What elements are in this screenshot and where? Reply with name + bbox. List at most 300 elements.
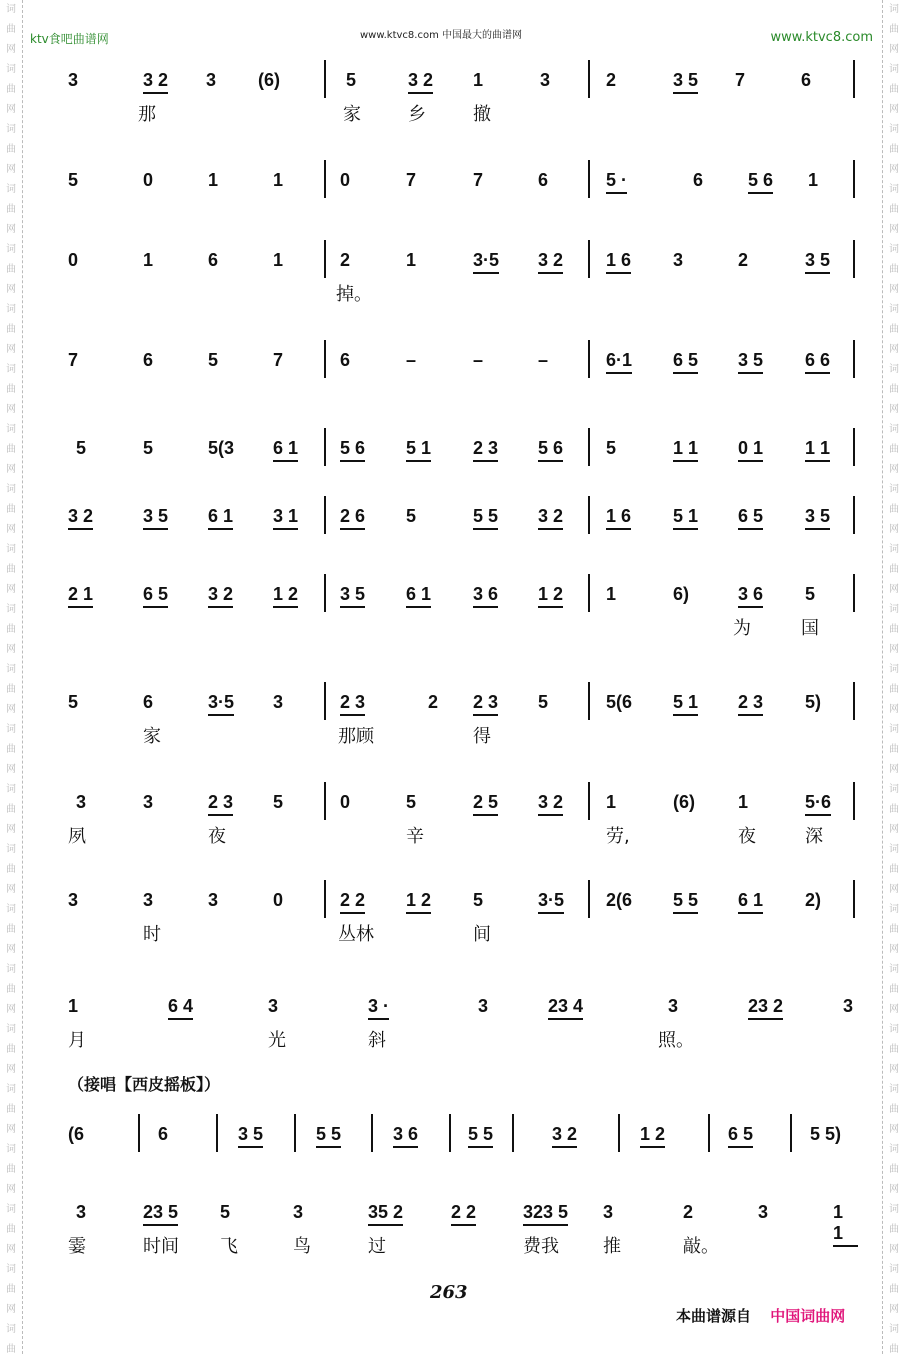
note: 5 1 xyxy=(406,438,431,462)
watermark-glyph: 网 xyxy=(889,1244,899,1255)
barline xyxy=(853,340,855,378)
watermark-glyph: 曲 xyxy=(6,864,16,875)
lyric-row xyxy=(68,1232,858,1258)
lyric: 斜 xyxy=(368,1030,386,1051)
note: 6 5 xyxy=(143,584,168,608)
note: 7 xyxy=(406,170,417,190)
watermark-glyph: 网 xyxy=(6,344,16,355)
watermark-glyph: 词 xyxy=(889,1144,899,1155)
watermark-glyph: 网 xyxy=(6,644,16,655)
note: 1 xyxy=(473,70,484,90)
watermark-glyph: 曲 xyxy=(889,984,899,995)
barline xyxy=(853,880,855,918)
site-url-right[interactable]: www.ktvc8.com xyxy=(770,30,873,45)
note: 5) xyxy=(805,692,822,712)
note: 5(3 xyxy=(208,438,235,458)
note: 2) xyxy=(805,890,822,910)
source-brand-link[interactable]: 中国词曲网 xyxy=(770,1307,846,1325)
watermark-glyph: 词 xyxy=(6,124,16,135)
note: 1 1 xyxy=(673,438,698,462)
watermark-glyph: 网 xyxy=(889,884,899,895)
watermark-glyph: 网 xyxy=(889,1004,899,1015)
watermark-glyph: 词 xyxy=(6,604,16,615)
note: 5 xyxy=(273,792,284,812)
note: 6 xyxy=(538,170,549,190)
note: 0 xyxy=(340,792,351,812)
note: 3 xyxy=(76,792,87,812)
barline xyxy=(294,1114,296,1152)
note: 6 xyxy=(340,350,351,370)
watermark-glyph: 词 xyxy=(889,244,899,255)
note: 2 5 xyxy=(473,792,498,816)
note: 3 2 xyxy=(208,584,233,608)
note: – xyxy=(473,350,484,370)
watermark-glyph: 网 xyxy=(6,704,16,715)
watermark-glyph: 曲 xyxy=(889,1284,899,1295)
watermark-glyph: 网 xyxy=(889,524,899,535)
note: 5 5 xyxy=(468,1124,493,1148)
watermark-glyph: 曲 xyxy=(889,324,899,335)
note: 1 xyxy=(208,170,219,190)
note: (6) xyxy=(673,792,695,812)
note: 3·5 xyxy=(538,890,564,914)
watermark-glyph: 曲 xyxy=(889,1164,899,1175)
score-system-6 xyxy=(68,506,858,536)
note: 3 xyxy=(843,996,854,1016)
lyric: 得 xyxy=(473,726,491,747)
watermark-glyph: 曲 xyxy=(6,84,16,95)
watermark-glyph: 词 xyxy=(889,1264,899,1275)
lyric: 推 xyxy=(603,1236,621,1257)
barline xyxy=(324,682,326,720)
watermark-glyph: 曲 xyxy=(889,624,899,635)
watermark-glyph: 词 xyxy=(6,1264,16,1275)
watermark-glyph: 词 xyxy=(889,544,899,555)
score-system-2 xyxy=(68,170,858,200)
lyric-row xyxy=(68,1026,858,1052)
lyric: 夙 xyxy=(68,826,86,847)
barline xyxy=(588,340,590,378)
note: 2 3 xyxy=(738,692,763,716)
note: 3 xyxy=(68,70,79,90)
note: 5 xyxy=(406,792,417,812)
barline xyxy=(853,574,855,612)
lyric-row xyxy=(68,614,858,640)
barline xyxy=(588,428,590,466)
note: 5 xyxy=(76,438,87,458)
lyric: 家 xyxy=(143,726,161,747)
note: 2 6 xyxy=(340,506,365,530)
watermark-glyph: 词 xyxy=(889,784,899,795)
note: 5 xyxy=(143,438,154,458)
watermark-glyph: 词 xyxy=(889,304,899,315)
lyric: 为 xyxy=(733,618,751,639)
note: 3 xyxy=(478,996,489,1016)
note: 3 xyxy=(273,692,284,712)
lyric: 那 xyxy=(138,104,156,125)
watermark-glyph: 曲 xyxy=(6,444,16,455)
watermark-glyph: 网 xyxy=(889,44,899,55)
lyric: 费我 xyxy=(523,1236,559,1257)
watermark-glyph: 网 xyxy=(6,1244,16,1255)
note-row xyxy=(68,792,858,822)
watermark-glyph: 词 xyxy=(6,364,16,375)
watermark-glyph: 曲 xyxy=(6,924,16,935)
watermark-glyph: 网 xyxy=(889,1304,899,1315)
watermark-glyph: 词 xyxy=(889,1204,899,1215)
watermark-glyph: 词 xyxy=(889,904,899,915)
barline xyxy=(853,240,855,278)
watermark-glyph: 网 xyxy=(889,764,899,775)
watermark-glyph: 词 xyxy=(889,1084,899,1095)
note: 1 xyxy=(808,170,819,190)
barline xyxy=(588,240,590,278)
barline xyxy=(853,428,855,466)
lyric-row xyxy=(68,280,858,306)
note: 6 xyxy=(158,1124,169,1144)
lyric: 乡 xyxy=(408,104,426,125)
note: 6 1 xyxy=(406,584,431,608)
note: 1 2 xyxy=(273,584,298,608)
note: 3 2 xyxy=(552,1124,577,1148)
watermark-glyph: 网 xyxy=(6,764,16,775)
score-system-9 xyxy=(68,792,858,848)
barline xyxy=(588,682,590,720)
watermark-glyph: 曲 xyxy=(889,1044,899,1055)
barline xyxy=(324,496,326,534)
watermark-glyph: 曲 xyxy=(6,204,16,215)
note-row xyxy=(68,250,858,280)
score-system-3 xyxy=(68,250,858,306)
note: 6 xyxy=(143,692,154,712)
note: 5·6 xyxy=(805,792,831,816)
note: 323 5 xyxy=(523,1202,568,1226)
note: 23 5 xyxy=(143,1202,178,1226)
page-number: 263 xyxy=(430,1282,468,1303)
watermark-glyph: 曲 xyxy=(6,384,16,395)
score-system-1 xyxy=(68,70,858,126)
note: 2 3 xyxy=(473,692,498,716)
watermark-glyph: 词 xyxy=(6,184,16,195)
barline xyxy=(790,1114,792,1152)
note: 1 6 xyxy=(606,506,631,530)
note-row xyxy=(68,1202,858,1243)
note: 3 2 xyxy=(408,70,433,94)
lyric: 时间 xyxy=(143,1236,179,1257)
watermark-glyph: 曲 xyxy=(889,684,899,695)
note: 5 xyxy=(208,350,219,370)
note: 2 xyxy=(340,250,351,270)
watermark-glyph: 曲 xyxy=(889,1104,899,1115)
watermark-glyph: 曲 xyxy=(889,564,899,575)
final-system xyxy=(68,1202,858,1258)
note: 6 1 xyxy=(738,890,763,914)
watermark-glyph: 网 xyxy=(6,224,16,235)
watermark-glyph: 词 xyxy=(889,64,899,75)
watermark-glyph: 词 xyxy=(6,1204,16,1215)
section-label: （接唱【西皮摇板】） xyxy=(68,1075,221,1094)
note: 6 xyxy=(801,70,812,90)
watermark-glyph: 词 xyxy=(6,784,16,795)
score-system-11 xyxy=(68,996,858,1052)
barline xyxy=(853,60,855,98)
barline xyxy=(324,160,326,198)
watermark-glyph: 网 xyxy=(889,1064,899,1075)
note: 3 xyxy=(143,890,154,910)
note: – xyxy=(538,350,549,370)
lyric-row xyxy=(68,722,858,748)
watermark-glyph: 词 xyxy=(6,544,16,555)
watermark-glyph: 曲 xyxy=(6,624,16,635)
lyric: 间 xyxy=(473,924,491,945)
watermark-glyph: 词 xyxy=(889,724,899,735)
watermark-glyph: 网 xyxy=(6,104,16,115)
watermark-glyph: 词 xyxy=(6,1324,16,1335)
note: 5 xyxy=(538,692,549,712)
note: 3 6 xyxy=(738,584,763,608)
note: 2 xyxy=(428,692,439,712)
note: 3 xyxy=(143,792,154,812)
watermark-glyph: 曲 xyxy=(6,684,16,695)
note: 3 2 xyxy=(143,70,168,94)
watermark-glyph: 词 xyxy=(6,304,16,315)
note: 3 5 xyxy=(805,250,830,274)
watermark-glyph: 网 xyxy=(6,1184,16,1195)
prelude-system xyxy=(68,1124,858,1154)
note: 5 5) xyxy=(810,1124,842,1144)
watermark-glyph: 网 xyxy=(889,944,899,955)
watermark-glyph: 曲 xyxy=(889,24,899,35)
note: 3 5 xyxy=(805,506,830,530)
note: 35 2 xyxy=(368,1202,403,1226)
watermark-glyph: 网 xyxy=(6,164,16,175)
watermark-glyph: 词 xyxy=(6,4,16,15)
note: 1 xyxy=(273,170,284,190)
note: 3 xyxy=(668,996,679,1016)
note: 3 2 xyxy=(68,506,93,530)
barline xyxy=(324,574,326,612)
note-row xyxy=(68,584,858,614)
note-row xyxy=(68,1124,858,1154)
note: 3 xyxy=(603,1202,614,1222)
note: 3 xyxy=(76,1202,87,1222)
watermark-glyph: 曲 xyxy=(889,804,899,815)
barline xyxy=(138,1114,140,1152)
watermark-glyph: 词 xyxy=(6,904,16,915)
note: 1 xyxy=(606,792,617,812)
watermark-glyph: 曲 xyxy=(889,504,899,515)
watermark-glyph: 曲 xyxy=(6,744,16,755)
barline xyxy=(708,1114,710,1152)
lyric: 时 xyxy=(143,924,161,945)
note: 2 xyxy=(683,1202,694,1222)
barline xyxy=(371,1114,373,1152)
barline xyxy=(449,1114,451,1152)
watermark-glyph: 网 xyxy=(889,344,899,355)
barline xyxy=(512,1114,514,1152)
note: 1 xyxy=(273,250,284,270)
note: 6 5 xyxy=(738,506,763,530)
right-watermark-strip xyxy=(882,0,905,1354)
watermark-glyph: 词 xyxy=(889,484,899,495)
barline xyxy=(324,880,326,918)
watermark-glyph: 曲 xyxy=(6,24,16,35)
note-row xyxy=(68,350,858,380)
watermark-glyph: 词 xyxy=(889,184,899,195)
note: 1 xyxy=(406,250,417,270)
watermark-glyph: 词 xyxy=(6,64,16,75)
note: 7 xyxy=(735,70,746,90)
watermark-glyph: 词 xyxy=(889,124,899,135)
watermark-glyph: 网 xyxy=(889,404,899,415)
note: 6 xyxy=(208,250,219,270)
watermark-glyph: 词 xyxy=(889,4,899,15)
note: 6 1 xyxy=(208,506,233,530)
watermark-glyph: 曲 xyxy=(6,144,16,155)
note: 6) xyxy=(673,584,690,604)
note: – xyxy=(406,350,417,370)
note: 3 6 xyxy=(473,584,498,608)
note: 5 5 xyxy=(473,506,498,530)
note: 5 xyxy=(68,170,79,190)
note: 5 6 xyxy=(340,438,365,462)
note: 3 5 xyxy=(143,506,168,530)
watermark-glyph: 网 xyxy=(889,1184,899,1195)
watermark-glyph: 网 xyxy=(889,104,899,115)
lyric: 霎 xyxy=(68,1236,86,1257)
watermark-glyph: 曲 xyxy=(6,324,16,335)
barline xyxy=(588,60,590,98)
note: 5 xyxy=(473,890,484,910)
watermark-glyph: 词 xyxy=(889,604,899,615)
note: 2 xyxy=(738,250,749,270)
watermark-glyph: 网 xyxy=(889,584,899,595)
watermark-glyph: 曲 xyxy=(6,564,16,575)
note: 5 xyxy=(68,692,79,712)
note: 3 xyxy=(673,250,684,270)
barline xyxy=(324,60,326,98)
lyric: 飞 xyxy=(220,1236,238,1257)
watermark-glyph: 词 xyxy=(889,844,899,855)
watermark-glyph: 曲 xyxy=(889,444,899,455)
note: 5 xyxy=(606,438,617,458)
note: 5 xyxy=(220,1202,231,1222)
note: 3 2 xyxy=(538,250,563,274)
note: 3·5 xyxy=(473,250,499,274)
note: 3 xyxy=(268,996,279,1016)
watermark-glyph: 曲 xyxy=(889,1224,899,1235)
watermark-glyph: 曲 xyxy=(889,264,899,275)
note-row xyxy=(68,170,858,200)
note: 1 xyxy=(68,996,79,1016)
note: 23 2 xyxy=(748,996,783,1020)
left-watermark-strip xyxy=(0,0,23,1354)
site-logo-left[interactable]: ktv食吧曲谱网 xyxy=(30,32,109,46)
watermark-glyph: 曲 xyxy=(6,1224,16,1235)
watermark-glyph: 曲 xyxy=(6,1284,16,1295)
note: 2 3 xyxy=(340,692,365,716)
watermark-glyph: 词 xyxy=(889,964,899,975)
lyric: 掉。 xyxy=(336,284,372,305)
watermark-glyph: 词 xyxy=(6,1084,16,1095)
barline xyxy=(588,880,590,918)
note: 0 xyxy=(273,890,284,910)
note: 5 5 xyxy=(316,1124,341,1148)
note: 3 xyxy=(758,1202,769,1222)
note: (6 xyxy=(68,1124,85,1144)
note: 6·1 xyxy=(606,350,632,374)
note-row xyxy=(68,70,858,100)
watermark-glyph: 曲 xyxy=(6,984,16,995)
watermark-glyph: 网 xyxy=(889,464,899,475)
note: 2 2 xyxy=(340,890,365,914)
lyric: 夜 xyxy=(738,826,756,847)
watermark-glyph: 词 xyxy=(889,1024,899,1035)
note: 3 xyxy=(540,70,551,90)
note: 5(6 xyxy=(606,692,633,712)
note: 1 2 xyxy=(406,890,431,914)
lyric: 家 xyxy=(343,104,361,125)
note: 1 xyxy=(738,792,749,812)
site-banner: www.ktvc8.com 中国最大的曲谱网 xyxy=(360,30,523,41)
watermark-glyph: 词 xyxy=(889,1324,899,1335)
lyric: 劳, xyxy=(606,826,630,847)
watermark-glyph: 曲 xyxy=(889,144,899,155)
score-system-8 xyxy=(68,692,858,748)
note: 0 xyxy=(143,170,154,190)
note: 7 xyxy=(473,170,484,190)
watermark-glyph: 网 xyxy=(6,1004,16,1015)
note: (6) xyxy=(258,70,280,90)
note-row xyxy=(68,996,858,1026)
note: 3 5 xyxy=(340,584,365,608)
lyric-row xyxy=(68,920,858,946)
note: 3 1 xyxy=(273,506,298,530)
barline xyxy=(853,682,855,720)
watermark-glyph: 网 xyxy=(889,704,899,715)
watermark-glyph: 曲 xyxy=(6,1104,16,1115)
score-system-4 xyxy=(68,350,858,380)
watermark-glyph: 曲 xyxy=(889,84,899,95)
note: 3 xyxy=(208,890,219,910)
watermark-glyph: 曲 xyxy=(6,264,16,275)
note: 3 · xyxy=(368,996,389,1020)
barline xyxy=(324,240,326,278)
note: 5 5 xyxy=(673,890,698,914)
note: 0 xyxy=(340,170,351,190)
score-system-5 xyxy=(68,438,858,468)
note: 3 5 xyxy=(238,1124,263,1148)
barline xyxy=(853,782,855,820)
watermark-glyph: 词 xyxy=(889,424,899,435)
watermark-glyph: 词 xyxy=(6,1144,16,1155)
note: 3 2 xyxy=(538,792,563,816)
watermark-glyph: 曲 xyxy=(889,924,899,935)
watermark-glyph: 曲 xyxy=(6,804,16,815)
watermark-glyph: 曲 xyxy=(889,204,899,215)
watermark-glyph: 词 xyxy=(6,664,16,675)
watermark-glyph: 词 xyxy=(889,664,899,675)
note-row xyxy=(68,438,858,468)
note: 2 1 xyxy=(68,584,93,608)
watermark-glyph: 网 xyxy=(6,584,16,595)
note: 2 xyxy=(606,70,617,90)
note: 6 6 xyxy=(805,350,830,374)
watermark-glyph: 词 xyxy=(6,844,16,855)
barline xyxy=(324,340,326,378)
barline xyxy=(588,496,590,534)
lyric: 照。 xyxy=(658,1030,694,1051)
